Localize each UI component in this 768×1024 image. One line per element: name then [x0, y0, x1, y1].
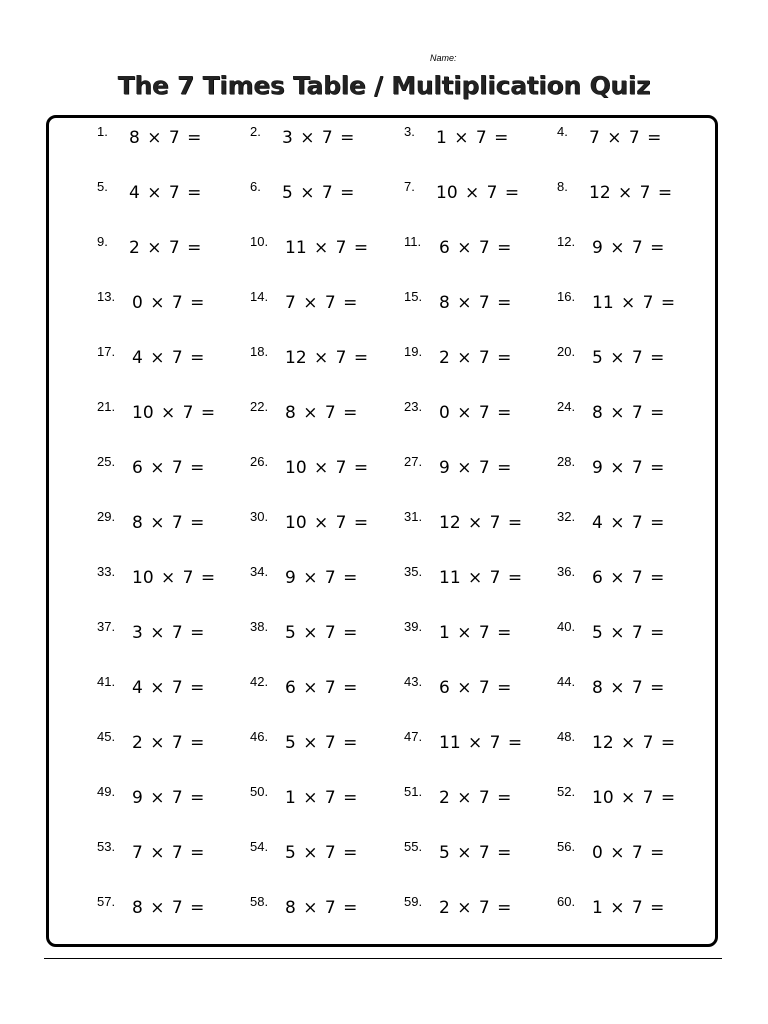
problem-number: 36.: [557, 564, 576, 579]
problem-expression: 0 × 7 =: [132, 293, 205, 313]
problem-expression: 8 × 7 =: [285, 898, 358, 918]
problem-number: 24.: [557, 399, 576, 414]
problem-number: 55.: [404, 839, 423, 854]
problem-number: 2.: [250, 124, 261, 139]
problem-expression: 5 × 7 =: [439, 843, 512, 863]
problem-number: 42.: [250, 674, 269, 689]
problem-number: 59.: [404, 894, 423, 909]
problem-expression: 5 × 7 =: [282, 183, 355, 203]
problem-expression: 11 × 7 =: [439, 733, 523, 753]
page-title: The 7 Times Table / Multiplication Quiz: [117, 71, 651, 100]
problem-number: 26.: [250, 454, 269, 469]
problem-number: 37.: [97, 619, 116, 634]
problem-expression: 8 × 7 =: [439, 293, 512, 313]
problem-expression: 11 × 7 =: [285, 238, 369, 258]
problem-expression: 11 × 7 =: [439, 568, 523, 588]
problem-number: 4.: [557, 124, 568, 139]
problem-expression: 9 × 7 =: [285, 568, 358, 588]
problem-number: 33.: [97, 564, 116, 579]
problem-expression: 1 × 7 =: [285, 788, 358, 808]
problem-expression: 10 × 7 =: [132, 403, 216, 423]
problem-expression: 8 × 7 =: [592, 678, 665, 698]
problem-number: 30.: [250, 509, 269, 524]
problem-expression: 8 × 7 =: [592, 403, 665, 423]
problem-expression: 9 × 7 =: [592, 238, 665, 258]
problem-number: 5.: [97, 179, 108, 194]
problem-number: 16.: [557, 289, 576, 304]
problem-number: 9.: [97, 234, 108, 249]
problem-expression: 12 × 7 =: [439, 513, 523, 533]
problem-number: 11.: [404, 234, 422, 249]
problem-number: 34.: [250, 564, 269, 579]
problem-expression: 2 × 7 =: [129, 238, 202, 258]
problem-expression: 12 × 7 =: [589, 183, 673, 203]
problem-expression: 3 × 7 =: [132, 623, 205, 643]
problem-expression: 11 × 7 =: [592, 293, 676, 313]
problem-expression: 9 × 7 =: [132, 788, 205, 808]
problem-number: 45.: [97, 729, 116, 744]
problem-number: 17.: [97, 344, 116, 359]
problem-expression: 2 × 7 =: [132, 733, 205, 753]
problem-number: 28.: [557, 454, 576, 469]
problem-number: 19.: [404, 344, 423, 359]
problem-number: 39.: [404, 619, 423, 634]
problem-expression: 12 × 7 =: [285, 348, 369, 368]
problem-number: 8.: [557, 179, 568, 194]
problem-expression: 0 × 7 =: [439, 403, 512, 423]
problem-expression: 6 × 7 =: [439, 238, 512, 258]
problem-number: 57.: [97, 894, 116, 909]
problem-expression: 2 × 7 =: [439, 788, 512, 808]
problem-expression: 1 × 7 =: [592, 898, 665, 918]
problem-number: 38.: [250, 619, 269, 634]
problem-number: 47.: [404, 729, 423, 744]
problem-expression: 8 × 7 =: [132, 513, 205, 533]
problem-expression: 1 × 7 =: [439, 623, 512, 643]
problem-expression: 12 × 7 =: [592, 733, 676, 753]
problem-expression: 9 × 7 =: [592, 458, 665, 478]
problem-number: 60.: [557, 894, 576, 909]
problem-number: 14.: [250, 289, 269, 304]
problem-number: 23.: [404, 399, 423, 414]
problem-number: 54.: [250, 839, 269, 854]
problem-expression: 10 × 7 =: [285, 458, 369, 478]
problem-expression: 4 × 7 =: [132, 678, 205, 698]
problem-number: 35.: [404, 564, 423, 579]
problem-number: 29.: [97, 509, 116, 524]
problem-expression: 5 × 7 =: [592, 623, 665, 643]
problem-expression: 5 × 7 =: [592, 348, 665, 368]
problem-expression: 8 × 7 =: [285, 403, 358, 423]
problem-number: 31.: [404, 509, 423, 524]
problem-number: 10.: [250, 234, 269, 249]
problem-number: 49.: [97, 784, 116, 799]
problem-number: 25.: [97, 454, 116, 469]
problem-number: 15.: [404, 289, 423, 304]
problem-number: 12.: [557, 234, 576, 249]
problem-expression: 4 × 7 =: [129, 183, 202, 203]
problem-expression: 5 × 7 =: [285, 733, 358, 753]
problem-number: 21.: [97, 399, 116, 414]
problem-expression: 9 × 7 =: [439, 458, 512, 478]
problem-number: 1.: [97, 124, 108, 139]
problem-number: 18.: [250, 344, 269, 359]
problem-number: 40.: [557, 619, 576, 634]
problem-number: 20.: [557, 344, 576, 359]
problem-number: 48.: [557, 729, 576, 744]
problem-expression: 6 × 7 =: [132, 458, 205, 478]
problem-number: 32.: [557, 509, 576, 524]
problem-number: 27.: [404, 454, 423, 469]
problem-number: 3.: [404, 124, 415, 139]
problem-number: 50.: [250, 784, 269, 799]
problem-expression: 6 × 7 =: [285, 678, 358, 698]
problem-expression: 8 × 7 =: [132, 898, 205, 918]
problem-expression: 6 × 7 =: [439, 678, 512, 698]
problem-expression: 5 × 7 =: [285, 623, 358, 643]
problem-number: 51.: [404, 784, 423, 799]
problem-expression: 4 × 7 =: [132, 348, 205, 368]
problem-expression: 7 × 7 =: [285, 293, 358, 313]
problem-number: 52.: [557, 784, 576, 799]
problem-expression: 3 × 7 =: [282, 128, 355, 148]
problem-number: 41.: [97, 674, 116, 689]
problem-number: 13.: [97, 289, 116, 304]
problem-number: 46.: [250, 729, 269, 744]
name-label: Name:: [430, 53, 457, 63]
problem-expression: 10 × 7 =: [592, 788, 676, 808]
problem-expression: 2 × 7 =: [439, 348, 512, 368]
bottom-rule: [44, 958, 722, 959]
problem-number: 56.: [557, 839, 576, 854]
problem-expression: 0 × 7 =: [592, 843, 665, 863]
problem-expression: 4 × 7 =: [592, 513, 665, 533]
problem-expression: 2 × 7 =: [439, 898, 512, 918]
problem-expression: 1 × 7 =: [436, 128, 509, 148]
problem-expression: 10 × 7 =: [436, 183, 520, 203]
problem-number: 43.: [404, 674, 423, 689]
problem-number: 58.: [250, 894, 269, 909]
problem-number: 44.: [557, 674, 576, 689]
problem-expression: 5 × 7 =: [285, 843, 358, 863]
problem-number: 22.: [250, 399, 269, 414]
problem-expression: 6 × 7 =: [592, 568, 665, 588]
problem-number: 6.: [250, 179, 261, 194]
problem-number: 53.: [97, 839, 116, 854]
problem-expression: 10 × 7 =: [132, 568, 216, 588]
problem-expression: 10 × 7 =: [285, 513, 369, 533]
problem-expression: 8 × 7 =: [129, 128, 202, 148]
problem-expression: 7 × 7 =: [589, 128, 662, 148]
problem-expression: 7 × 7 =: [132, 843, 205, 863]
problem-number: 7.: [404, 179, 415, 194]
